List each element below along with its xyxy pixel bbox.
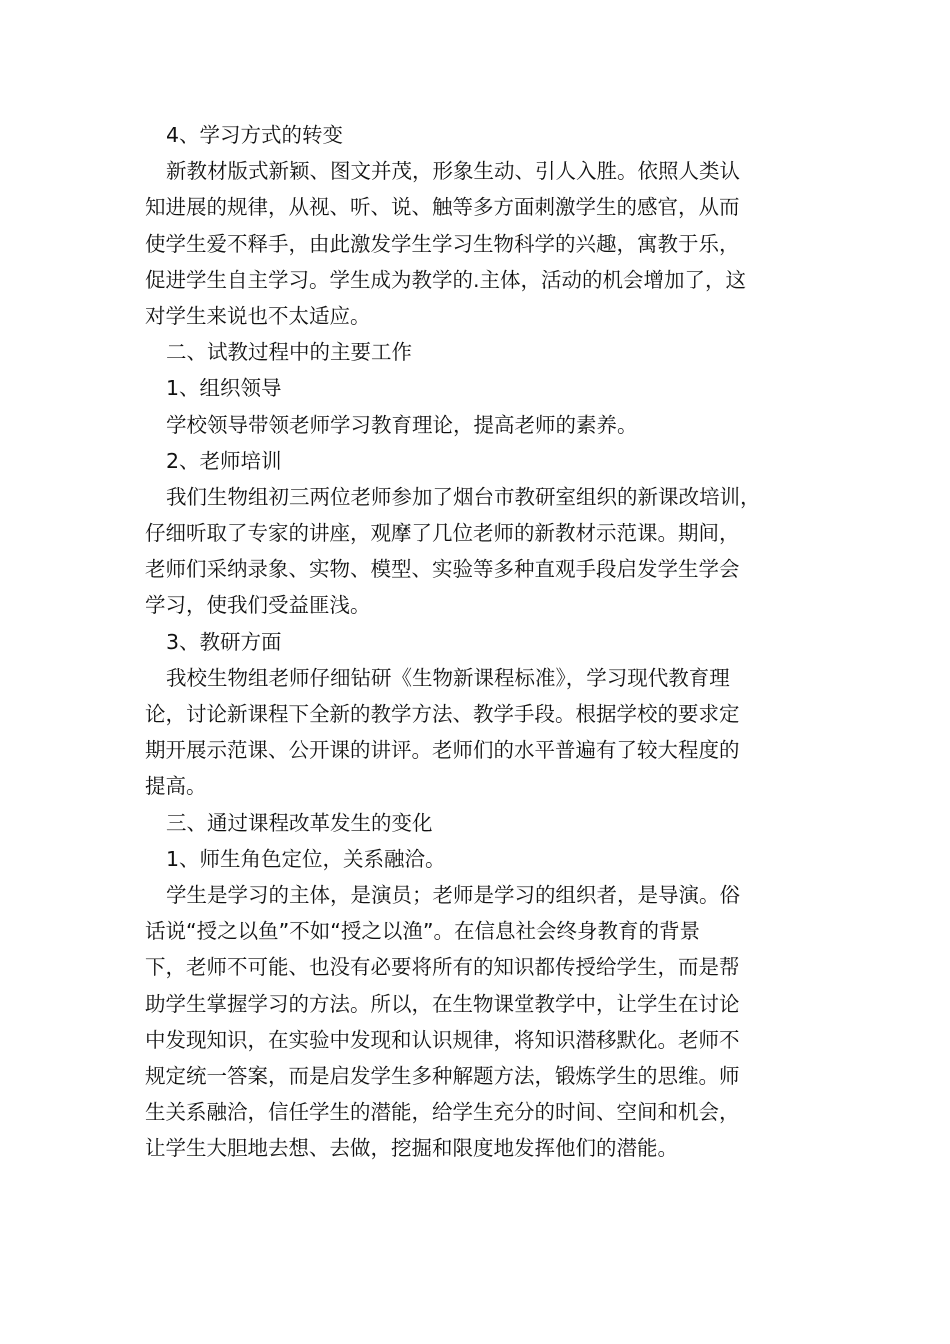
paragraph-line: 论，讨论新课程下全新的教学方法、教学手段。根据学校的要求定 xyxy=(145,702,740,726)
paragraph-line: 话说“授之以鱼”不如“授之以渔”。在信息社会终身教育的背景 xyxy=(145,919,700,944)
paragraph-line: 学校领导带领老师学习教育理论，提高老师的素养。 xyxy=(166,412,638,437)
subsection-heading: 1、师生角色定位，关系融洽。 xyxy=(166,846,446,871)
section-heading: 4、学习方式的转变 xyxy=(166,123,344,147)
paragraph-line: 生关系融洽，信任学生的潜能，给学生充分的时间、空间和机会， xyxy=(145,1100,740,1125)
paragraph-line: 新教材版式新颖、图文并茂，形象生动、引人入胜。依照人类认 xyxy=(166,159,740,184)
paragraph-line: 规定统一答案，而是启发学生多种解题方法，锻炼学生的思维。师 xyxy=(145,1063,740,1088)
paragraph-line: 中发现知识，在实验中发现和认识规律，将知识潜移默化。老师不 xyxy=(145,1027,740,1052)
document-body xyxy=(145,117,810,1166)
paragraph-line: 期开展示范课、公开课的讲评。老师们的水平普遍有了较大程度的 xyxy=(145,738,740,763)
paragraph-line: 学生是学习的主体，是演员；老师是学习的组织者，是导演。俗 xyxy=(166,882,740,907)
paragraph-line: 仔细听取了专家的讲座，观摩了几位老师的新教材示范课。期间， xyxy=(145,521,740,546)
paragraph-line: 提高。 xyxy=(145,774,207,799)
subsection-heading: 3、教研方面 xyxy=(166,629,282,654)
paragraph-line: 知进展的规律，从视、听、说、触等多方面刺激学生的感官，从而 xyxy=(145,195,740,220)
paragraph-line: 促进学生自主学习。学生成为教学的.主体，活动的机会增加了，这 xyxy=(145,267,747,292)
paragraph-line: 让学生大胆地去想、去做，挖掘和限度地发挥他们的潜能。 xyxy=(145,1136,678,1161)
subsection-heading: 1、组织领导 xyxy=(166,376,282,401)
paragraph-line: 我校生物组老师仔细钻研《生物新课程标准》，学习现代教育理 xyxy=(166,665,730,690)
paragraph-line: 使学生爱不释手，由此激发学生学习生物科学的兴趣，寓教于乐， xyxy=(145,231,740,256)
section-heading: 二、试教过程中的主要工作 xyxy=(166,340,412,365)
paragraph-line: 老师们采纳录象、实物、模型、实验等多种直观手段启发学生学会 xyxy=(145,557,740,582)
paragraph-line: 下，老师不可能、也没有必要将所有的知识都传授给学生，而是帮 xyxy=(145,955,740,980)
paragraph-line: 学习，使我们受益匪浅。 xyxy=(145,593,371,618)
paragraph-line: 对学生来说也不太适应。 xyxy=(145,303,371,328)
paragraph-line: 我们生物组初三两位老师参加了烟台市教研室组织的新课改培训， xyxy=(166,484,761,509)
paragraph-line: 助学生掌握学习的方法。所以，在生物课堂教学中，让学生在讨论 xyxy=(145,991,740,1016)
section-heading: 三、通过课程改革发生的变化 xyxy=(166,810,433,835)
subsection-heading: 2、老师培训 xyxy=(166,448,282,473)
